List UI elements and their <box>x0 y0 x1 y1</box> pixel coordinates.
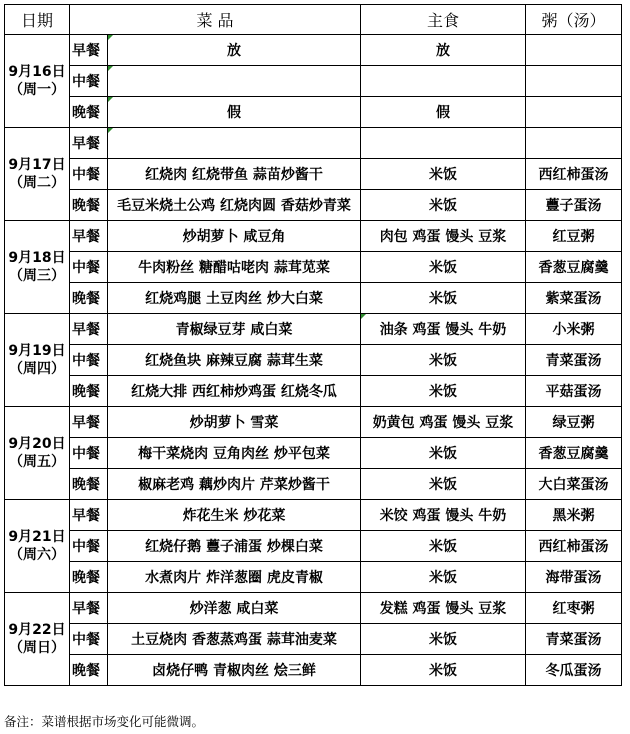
soup-cell <box>526 66 622 97</box>
meal-name: 中餐 <box>70 159 108 190</box>
dishes-cell: 炒洋葱 咸白菜 <box>108 593 361 624</box>
soup-cell: 西红柿蛋汤 <box>526 159 622 190</box>
day-date-cell <box>5 407 70 500</box>
header-staple: 主食 <box>361 5 526 35</box>
soup-cell: 黑米粥 <box>526 500 622 531</box>
soup-cell: 香葱豆腐羹 <box>526 438 622 469</box>
dishes-cell: 牛肉粉丝 糖醋咕咾肉 蒜茸苋菜 <box>108 252 361 283</box>
staple-cell <box>361 128 526 159</box>
soup-cell: 大白菜蛋汤 <box>526 469 622 500</box>
day-weekday: （周一） <box>9 82 65 98</box>
day-date-cell <box>5 35 70 128</box>
day-date: 9月19日 <box>8 343 66 359</box>
meal-row <box>5 345 622 376</box>
soup-cell: 香葱豆腐羹 <box>526 252 622 283</box>
meal-row <box>5 128 622 159</box>
day-date-cell <box>5 593 70 686</box>
menu-table <box>4 4 622 686</box>
staple-cell <box>361 66 526 97</box>
meal-name: 早餐 <box>70 221 108 252</box>
dishes-cell: 红烧鸡腿 土豆肉丝 炒大白菜 <box>108 283 361 314</box>
soup-cell: 红豆粥 <box>526 221 622 252</box>
dishes-cell: 炒胡萝卜 咸豆角 <box>108 221 361 252</box>
dishes-cell: 卤烧仔鸭 青椒肉丝 烩三鲜 <box>108 655 361 686</box>
dishes-cell: 青椒绿豆芽 咸白菜 <box>108 314 361 345</box>
staple-cell: 米饭 <box>361 469 526 500</box>
dishes-cell: 红烧大排 西红柿炒鸡蛋 红烧冬瓜 <box>108 376 361 407</box>
staple-cell: 米饭 <box>361 252 526 283</box>
staple-cell: 奶黄包 鸡蛋 馒头 豆浆 <box>361 407 526 438</box>
soup-cell: 绿豆粥 <box>526 407 622 438</box>
day-weekday: （周二） <box>9 175 65 191</box>
meal-row <box>5 624 622 655</box>
dishes-cell: 红烧肉 红烧带鱼 蒜苗炒酱干 <box>108 159 361 190</box>
soup-cell: 冬瓜蛋汤 <box>526 655 622 686</box>
meal-name: 晚餐 <box>70 97 108 128</box>
day-weekday: （周四） <box>9 361 65 377</box>
staple-cell: 米饭 <box>361 345 526 376</box>
day-weekday: （周六） <box>9 547 65 563</box>
dishes-cell: 土豆烧肉 香葱蒸鸡蛋 蒜茸油麦菜 <box>108 624 361 655</box>
dishes-cell: 水煮肉片 炸洋葱圈 虎皮青椒 <box>108 562 361 593</box>
meal-name: 早餐 <box>70 35 108 66</box>
staple-cell: 米饺 鸡蛋 馒头 牛奶 <box>361 500 526 531</box>
soup-cell: 蘴子蛋汤 <box>526 190 622 221</box>
meal-row <box>5 35 622 66</box>
meal-row <box>5 469 622 500</box>
dishes-cell <box>108 128 361 159</box>
meal-row <box>5 314 622 345</box>
meal-name: 晚餐 <box>70 376 108 407</box>
soup-cell: 紫菜蛋汤 <box>526 283 622 314</box>
meal-name: 晚餐 <box>70 469 108 500</box>
meal-row <box>5 159 622 190</box>
dishes-cell: 红烧鱼块 麻辣豆腐 蒜茸生菜 <box>108 345 361 376</box>
meal-row <box>5 97 622 128</box>
meal-row <box>5 190 622 221</box>
soup-cell: 西红柿蛋汤 <box>526 531 622 562</box>
staple-cell: 发糕 鸡蛋 馒头 豆浆 <box>361 593 526 624</box>
day-date-cell <box>5 500 70 593</box>
meal-name: 早餐 <box>70 407 108 438</box>
day-weekday: （周三） <box>9 268 65 284</box>
soup-cell <box>526 97 622 128</box>
dishes-cell: 红烧仔鹅 蘴子浦蛋 炒棵白菜 <box>108 531 361 562</box>
meal-row <box>5 562 622 593</box>
dishes-cell: 毛豆米烧土公鸡 红烧肉圆 香菇炒青菜 <box>108 190 361 221</box>
meal-name: 晚餐 <box>70 190 108 221</box>
day-date: 9月17日 <box>8 157 66 173</box>
header-dishes: 菜 品 <box>70 5 361 35</box>
staple-cell: 油条 鸡蛋 馒头 牛奶 <box>361 314 526 345</box>
meal-name: 中餐 <box>70 252 108 283</box>
soup-cell: 红枣粥 <box>526 593 622 624</box>
meal-row <box>5 221 622 252</box>
staple-cell: 米饭 <box>361 655 526 686</box>
meal-name: 晚餐 <box>70 655 108 686</box>
dishes-cell <box>108 66 361 97</box>
day-date: 9月20日 <box>8 436 66 452</box>
meal-row <box>5 376 622 407</box>
staple-cell: 放 <box>361 35 526 66</box>
day-date: 9月22日 <box>8 622 66 638</box>
footnote: 备注：菜谱根据市场变化可能微调。 <box>4 714 205 729</box>
dishes-cell: 椒麻老鸡 藕炒肉片 芹菜炒酱干 <box>108 469 361 500</box>
day-date: 9月18日 <box>8 250 66 266</box>
meal-name: 晚餐 <box>70 562 108 593</box>
staple-cell: 米饭 <box>361 531 526 562</box>
meal-row <box>5 407 622 438</box>
staple-cell: 米饭 <box>361 438 526 469</box>
meal-name: 早餐 <box>70 128 108 159</box>
meal-name: 早餐 <box>70 500 108 531</box>
meal-name: 中餐 <box>70 345 108 376</box>
meal-row <box>5 252 622 283</box>
staple-cell: 肉包 鸡蛋 馒头 豆浆 <box>361 221 526 252</box>
meal-row <box>5 500 622 531</box>
meal-name: 中餐 <box>70 66 108 97</box>
meal-row <box>5 283 622 314</box>
header-row <box>5 5 622 35</box>
soup-cell: 小米粥 <box>526 314 622 345</box>
meal-name: 中餐 <box>70 438 108 469</box>
day-date-cell <box>5 221 70 314</box>
meal-name: 中餐 <box>70 624 108 655</box>
meal-name: 中餐 <box>70 531 108 562</box>
meal-name: 晚餐 <box>70 283 108 314</box>
soup-cell: 青菜蛋汤 <box>526 345 622 376</box>
day-date-cell <box>5 314 70 407</box>
day-date: 9月16日 <box>8 64 66 80</box>
header-date: 日期 <box>5 5 70 35</box>
staple-cell: 米饭 <box>361 562 526 593</box>
meal-row <box>5 655 622 686</box>
soup-cell <box>526 128 622 159</box>
meal-name: 早餐 <box>70 593 108 624</box>
soup-cell: 海带蛋汤 <box>526 562 622 593</box>
staple-cell: 米饭 <box>361 190 526 221</box>
menu-body <box>5 35 622 686</box>
staple-cell: 假 <box>361 97 526 128</box>
day-weekday: （周日） <box>9 640 65 656</box>
meal-name: 早餐 <box>70 314 108 345</box>
dishes-cell: 炒胡萝卜 雪菜 <box>108 407 361 438</box>
day-weekday: （周五） <box>9 454 65 470</box>
staple-cell: 米饭 <box>361 624 526 655</box>
dishes-cell: 炸花生米 炒花菜 <box>108 500 361 531</box>
meal-row <box>5 66 622 97</box>
staple-cell: 米饭 <box>361 283 526 314</box>
dishes-cell: 梅干菜烧肉 豆角肉丝 炒平包菜 <box>108 438 361 469</box>
meal-row <box>5 531 622 562</box>
soup-cell: 青菜蛋汤 <box>526 624 622 655</box>
day-date: 9月21日 <box>8 529 66 545</box>
day-date-cell <box>5 128 70 221</box>
dishes-cell: 假 <box>108 97 361 128</box>
soup-cell: 平菇蛋汤 <box>526 376 622 407</box>
soup-cell <box>526 35 622 66</box>
dishes-cell: 放 <box>108 35 361 66</box>
meal-row <box>5 593 622 624</box>
meal-row <box>5 438 622 469</box>
staple-cell: 米饭 <box>361 159 526 190</box>
header-soup: 粥（汤） <box>526 5 622 35</box>
staple-cell: 米饭 <box>361 376 526 407</box>
